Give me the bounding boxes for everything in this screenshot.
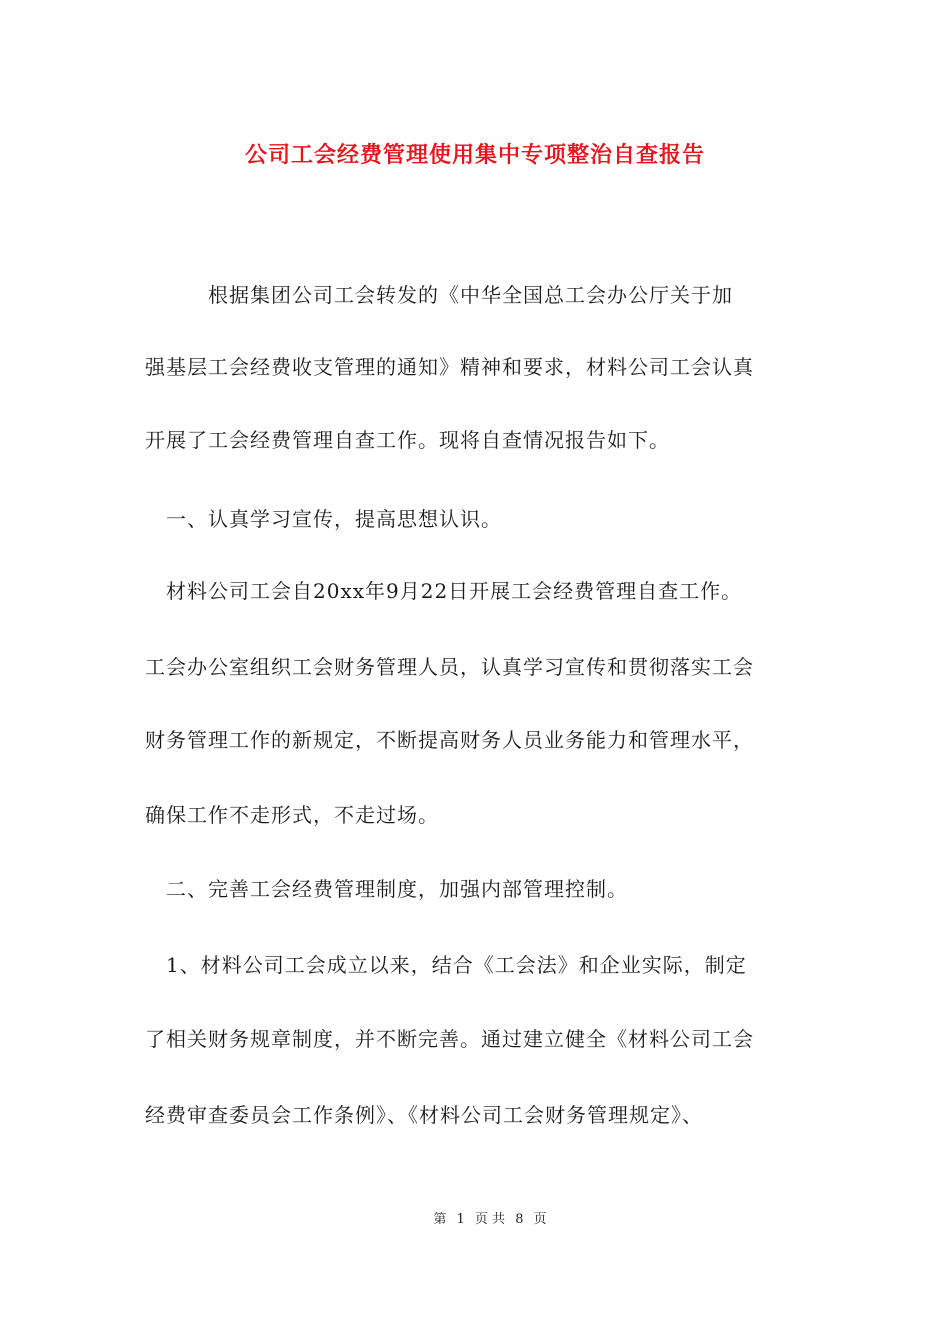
footer-label-of: 页 共 [474,1212,506,1227]
paragraph-line: 根据集团公司工会转发的《中华全国总工会办公厅关于加 [145,283,733,307]
paragraph-line: 财务管理工作的新规定，不断提高财务人员业务能力和管理水平， [145,728,754,752]
paragraph-line: 材料公司工会自20xx年9月22日开展工会经费管理自查工作。 [145,579,743,603]
page-footer [0,1208,950,1227]
paragraph-line: 开展了工会经费管理自查工作。现将自查情况报告如下。 [145,428,670,452]
paragraph-line: 了相关财务规章制度，并不断完善。通过建立健全《材料公司工会 [145,1027,754,1051]
footer-current-page: 1 [456,1212,465,1227]
paragraph-line: 确保工作不走形式，不走过场。 [145,803,439,827]
paragraph-line: 工会办公室组织工会财务管理人员，认真学习宣传和贯彻落实工会 [145,655,754,679]
footer-label-pages: 页 [533,1212,547,1227]
paragraph-line: 强基层工会经费收支管理的通知》精神和要求，材料公司工会认真 [145,355,754,379]
footer-label-page: 第 [433,1212,447,1227]
paragraph-line: 经费审查委员会工作条例》、《材料公司工会财务管理规定》、 [145,1103,703,1127]
footer-total-pages: 8 [515,1212,524,1227]
document-title: 公司工会经费管理使用集中专项整治自查报告 [244,142,705,168]
section-heading: 一、认真学习宣传，提高思想认识。 [145,507,502,531]
section-heading: 二、完善工会经费管理制度，加强内部管理控制。 [145,877,628,901]
paragraph-line: 1、材料公司工会成立以来，结合《工会法》和企业实际，制定 [145,953,747,977]
